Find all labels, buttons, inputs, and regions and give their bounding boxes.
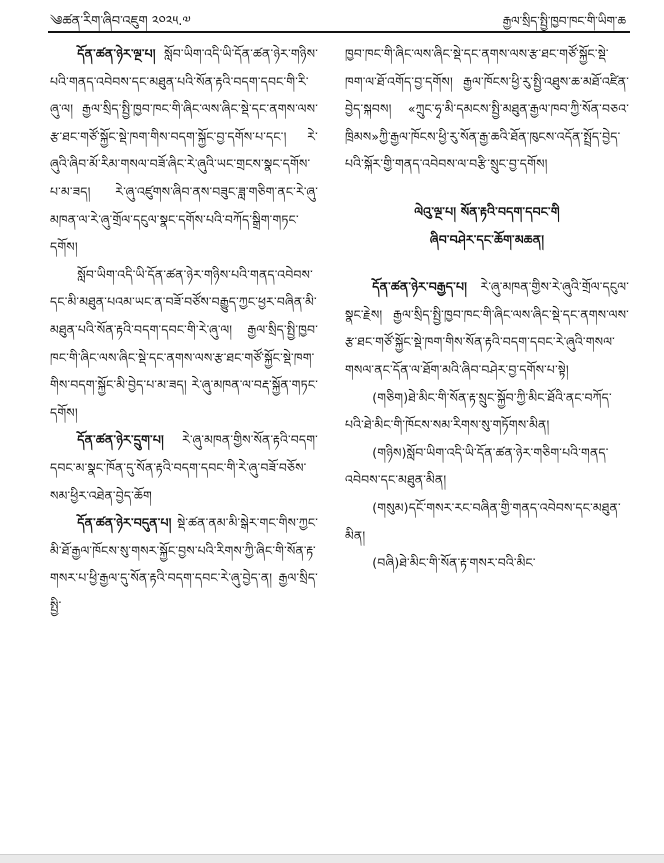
list-item-4: (བཞི)ཐེ་མིང་གི་སོན་རྟ་གསར་བའི་མིང་ <box>372 555 536 571</box>
list-item-1: (གཅིག)ཐེ་མིང་གི་སོན་རྟ་སྲུང་སྐྱོབ་ཀྱི་མིང་ཐོའི་ནང་བཀོད་པའི་ཐེ་མིང་གི་ཁོངས་སམ་རིགས་སུ་གཏོགས་མིན། <box>345 389 612 433</box>
article-heading: དོན་ཚན་ཉེར་བདུན་པ། <box>77 515 172 531</box>
article-28 <box>345 273 629 383</box>
article-text: སློབ་ཡིག་འདི་ཡི་དོན་ཚན་ཉེར་གཉིས་པའི་གནད་འབེབས་དང་མི་མཐུན་པའམ་ཡང་ན་བཟོ་བཙོས་བརྒྱུད་ཀྱང་ཕྱར་བཞིན་མི་མཐུན་པའི་སོན་རྟའི་བདག་དབང་གི་རེ་ཞུ་ལ། རྒྱལ་སྲིད་སྤྱི་ཁྱབ་ཁང་གི་ཞིང་ལས་ཞིང་སྡེ་དང་ནགས་ལས་རྩ་ཐང་གཙོ་སྐྱོང་སྡེ་ཁག་གིས་བདག་སྐྱོང་མི་བྱེད་པ་མ་ཟད། རེ་ཞུ་མཁན་ལ་བརྡ་སྐྱོན་གཏང་དགོས། <box>50 266 318 420</box>
article-text: རེ་ཞུ་མཁན་གྱིས་རེ་ཞུའི་གྲོལ་དངུལ་སྣང་རྗེས། རྒྱལ་སྲིད་སྤྱི་ཁྱབ་ཁང་གི་ཞིང་ལས་ཞིང་སྡེ་དང་ནགས་ལས་རྩ་ཐང་གཙོ་སྐྱོང་སྡེ་ཁག་གིས་སོན་རྟའི་བདག་དབང་རེ་ཞུའི་གསལ་གསལ་ནང་དོན་ལ་ཐོག་མའི་ཞིབ་བཤེར་བྱ་དགོས་པ་སྟེ། <box>345 279 629 377</box>
list-item-3: (གསུམ)དངོ་གསར་རང་བཞིན་གྱི་གནད་འབེབས་དང་མཐུན་མིན། <box>345 499 621 543</box>
bottom-scrollbar-strip <box>0 854 664 863</box>
chapter-title-line1: ལེའུ་ལྔ་པ། སོན་རྟའི་བདག་དབང་གི <box>414 203 560 219</box>
article-25 <box>50 40 318 261</box>
article-text: སློབ་ཡིག་འདི་ཡི་དོན་ཚན་ཉེར་གཉིས་པའི་གནད་འབེབས་དང་མཐུན་པའི་སོན་རྟའི་བདག་དབང་གི་རི་ཞུ་ལ། རྒྱལ་སྲིད་སྤྱི་ཁྱབ་ཁང་གི་ཞིང་ལས་ཞིང་སྡེ་དང་ནགས་ལས་རྩ་ཐང་གཙོ་སྐྱོང་སྡེ་ཁག་གིས་བདག་སྐྱོང་བྱ་དགོས་པ་དང་། རེ་ཞུའི་ཞིབ་མོ་རིམ་གསལ་བཟོ་ཞིང་རེ་ཞུའི་ཡང་གྲངས་སྣང་དགོས་པ་མ་ཟད། རེ་ཞུ་འཛུགས་ཞིབ་ནས་བཟུང་ཟླ་གཅིག་ནང་རེ་ཞུ་མཁན་ལ་རེ་ཞུ་གྲོལ་དངུལ་སྣང་དགོས་པའི་བཀོད་སྒྲིག་གཏང་དགོས། <box>50 46 318 255</box>
left-column <box>50 40 318 619</box>
header-rule <box>48 31 630 33</box>
article-25-para2 <box>50 261 318 427</box>
article-heading: དོན་ཚན་ཉེར་བརྒྱད་པ། <box>372 279 468 295</box>
header-left: ༄ཚན་རིག་ཞིབ་འཇུག ༢༠༢༥.༧ <box>50 14 191 29</box>
article-heading: དོན་ཚན་ཉེར་ལྔ་པ། <box>77 46 156 61</box>
article-text: སྡེ་ཚན་ནམ་མི་སྒེར་གང་གིས་ཀྱང་མི་ཐོ་རྒྱལ་ཁོངས་སུ་གསར་སྐྱོང་བྱས་པའི་རིགས་ཀྱི་ཞིང་གི་སོན་རྟ་གསར་པ་ཕྱི་རྒྱལ་དུ་སོན་རྟའི་བདག་དབང་རེ་ཞུ་བྱེད་ན། རྒྱལ་སྲིད་སྤྱི་ <box>50 515 318 613</box>
list-item-2: (གཉིས)སློབ་ཡིག་འདི་ཡི་དོན་ཚན་ཉེར་གཅིག་པའི་གནད་འབེབས་དང་མཐུན་མིན། <box>345 444 609 488</box>
article-26 <box>50 426 318 509</box>
article-heading: དོན་ཚན་ཉེར་དྲུག་པ། <box>77 432 164 448</box>
article-text: རེ་ཞུ་མཁན་གྱིས་སོན་རྟའི་བདག་དབང་མ་སྣང་ཁོན་དུ་སོན་རྟའི་བདག་དབང་གི་རེ་ཞུ་བཟོ་བཅོས་སམ་ཕྱིར་འཐེན་བྱེད་ཆོག <box>50 432 318 503</box>
right-column <box>345 40 629 577</box>
article-27 <box>50 509 318 619</box>
chapter-title-line2: ཞིབ་བཤེར་དང་ཆོག་མཆན། <box>429 231 545 247</box>
article-27-continued: ཁྱབ་ཁང་གི་ཞིང་ལས་ཞིང་སྡེ་དང་ནགས་ལས་རྩ་ཐང་གཙོ་སྐྱོང་སྡེ་ཁག་ལ་ཐོ་འགོད་བྱ་དགོས། རྒྱལ་ཁོངས་ཕྱི་རུ་སྤྱི་འཐུས་ཆ་མཐོ་འཛིན་བྱེད་སྐབས། «ཀྲུང་ཧྭ་མི་དམངས་སྤྱི་མཐུན་རྒྱལ་ཁབ་ཀྱི་སོན་བཅའ་ཁྲིམས»ཀྱི་རྒྱལ་ཁོངས་ཕྱི་རུ་སོན་རྒྱ་ཆའི་ཐོན་ཁུངས་འདོན་སྤྲོད་བྱེད་པའི་སྐོར་གྱི་གནད་འབེབས་ལ་བརྩི་སྲུང་བྱ་དགོས། <box>345 46 629 172</box>
header-right: རྒྱལ་སྲིད་སྤྱི་ཁྱབ་ཁང་གི་ཡིག་ཆ <box>502 14 626 28</box>
